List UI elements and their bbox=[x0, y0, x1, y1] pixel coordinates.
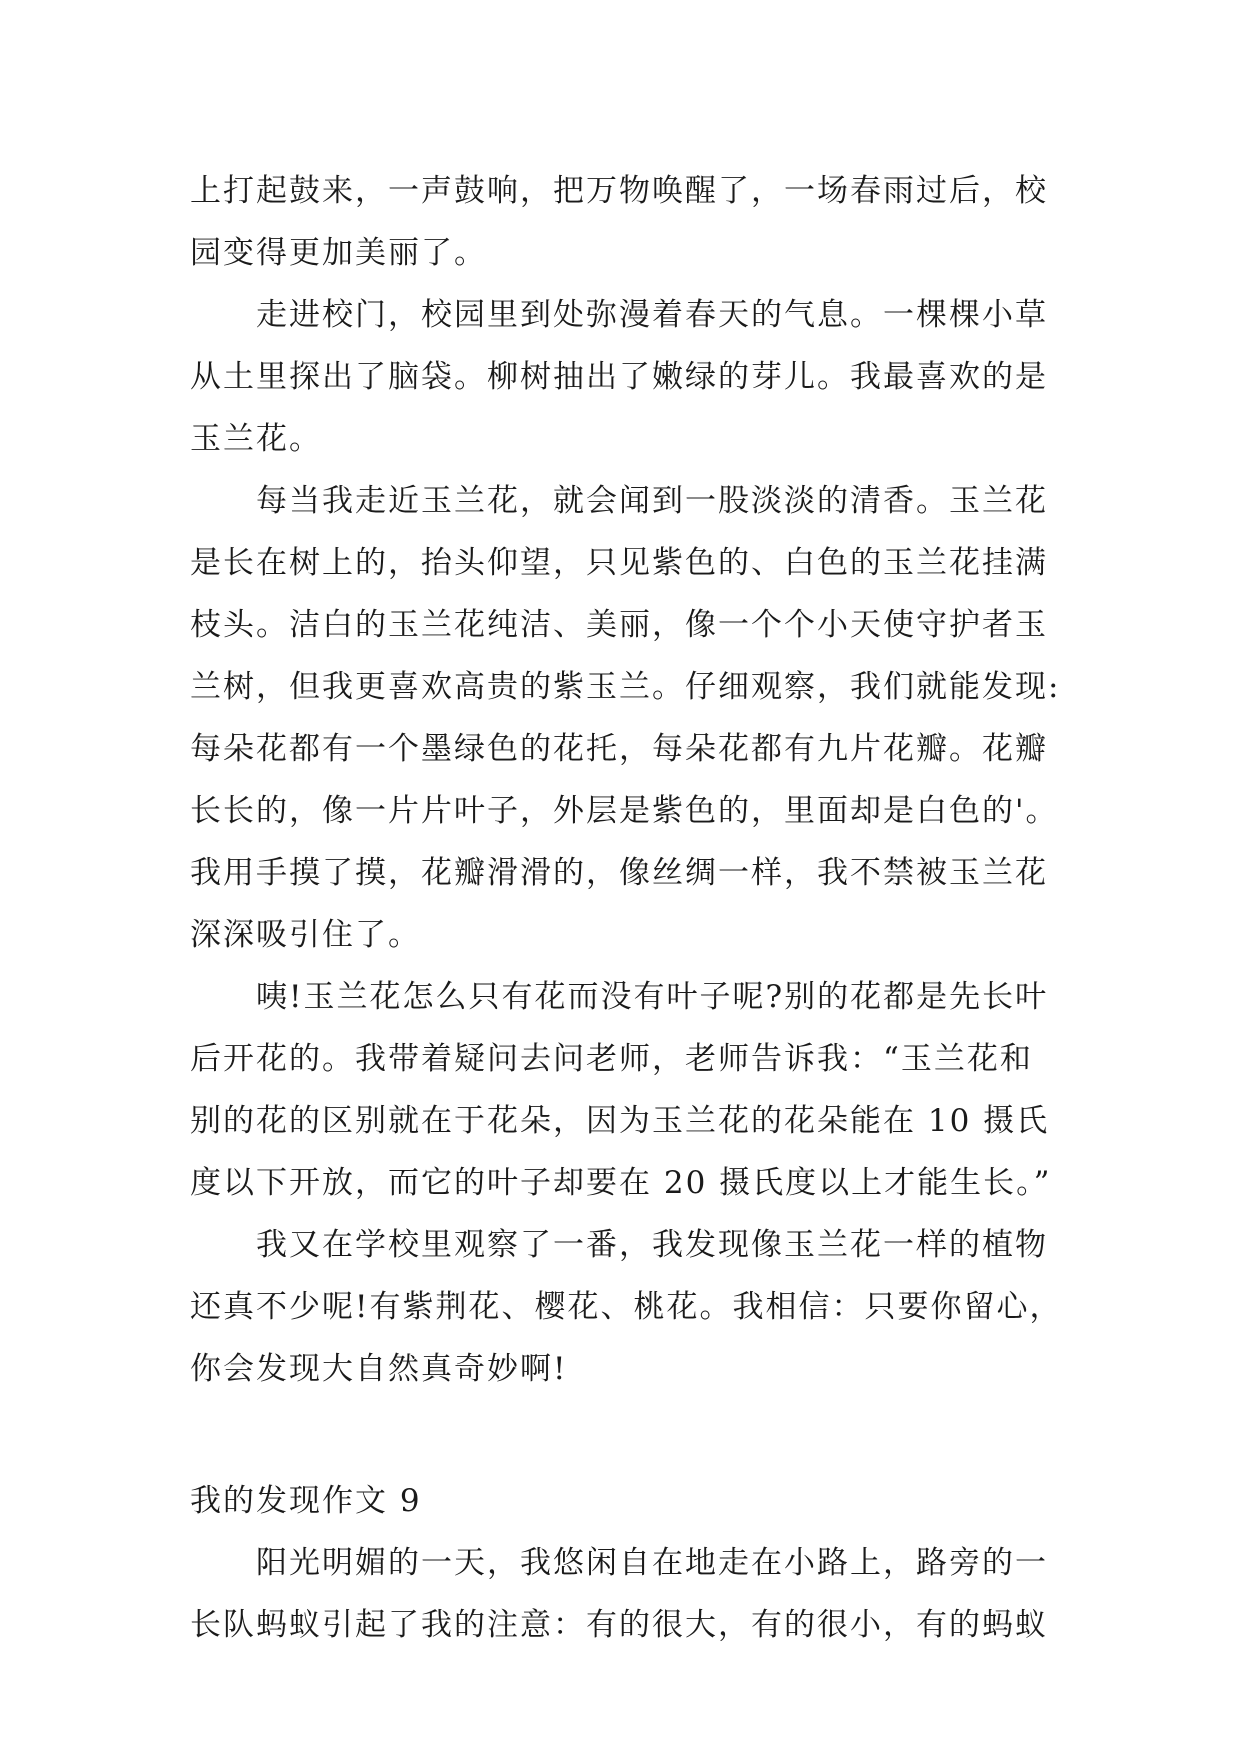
text-line: 走进校门，校园里到处弥漫着春天的气息。一棵棵小草 bbox=[256, 297, 1048, 333]
text-line: 还真不少呢!有紫荆花、樱花、桃花。我相信：只要你留心， bbox=[190, 1289, 1063, 1325]
text-line: 你会发现大自然真奇妙啊! bbox=[190, 1351, 568, 1387]
text-line: 兰树，但我更喜欢高贵的紫玉兰。仔细观察，我们就能发现: bbox=[190, 669, 1061, 705]
section-title: 我的发现作文 9 bbox=[190, 1483, 422, 1519]
text-line: 度以下开放，而它的叶子却要在 20 摄氏度以上才能生长。” bbox=[190, 1165, 1052, 1201]
text-line: 别的花的区别就在于花朵，因为玉兰花的花朵能在 10 摄氏 bbox=[190, 1103, 1050, 1139]
text-line: 每当我走近玉兰花，就会闻到一股淡淡的清香。玉兰花 bbox=[256, 483, 1048, 519]
text-line: 阳光明媚的一天，我悠闲自在地走在小路上，路旁的一 bbox=[256, 1545, 1048, 1581]
text-line: 咦!玉兰花怎么只有花而没有叶子呢?别的花都是先长叶 bbox=[256, 979, 1049, 1015]
text-line: 园变得更加美丽了。 bbox=[190, 235, 487, 271]
text-line: 玉兰花。 bbox=[190, 421, 322, 457]
section-gap bbox=[190, 1400, 1050, 1470]
text-line: 我用手摸了摸，花瓣滑滑的，像丝绸一样，我不禁被玉兰花 bbox=[190, 855, 1048, 891]
text-line: 是长在树上的，抬头仰望，只见紫色的、白色的玉兰花挂满 bbox=[190, 545, 1048, 581]
text-line: 长长的，像一片片叶子，外层是紫色的，里面却是白色的'。 bbox=[190, 793, 1059, 829]
text-line: 深深吸引住了。 bbox=[190, 917, 421, 953]
text-line: 后开花的。我带着疑问去问老师，老师告诉我：“玉兰花和 bbox=[190, 1041, 1033, 1077]
text-line: 我又在学校里观察了一番，我发现像玉兰花一样的植物 bbox=[256, 1227, 1048, 1263]
essay-8-text bbox=[190, 160, 1063, 1400]
essay-9-text bbox=[190, 1532, 1050, 1656]
text-line: 上打起鼓来，一声鼓响，把万物唤醒了，一场春雨过后，校 bbox=[190, 173, 1048, 209]
text-line: 长队蚂蚁引起了我的注意：有的很大，有的很小，有的蚂蚁 bbox=[190, 1607, 1048, 1643]
text-line: 从土里探出了脑袋。柳树抽出了嫩绿的芽儿。我最喜欢的是 bbox=[190, 359, 1048, 395]
text-line: 每朵花都有一个墨绿色的花托，每朵花都有九片花瓣。花瓣 bbox=[190, 731, 1048, 767]
text-line: 枝头。洁白的玉兰花纯洁、美丽，像一个个小天使守护者玉 bbox=[190, 607, 1048, 643]
document-body bbox=[190, 160, 1063, 1656]
